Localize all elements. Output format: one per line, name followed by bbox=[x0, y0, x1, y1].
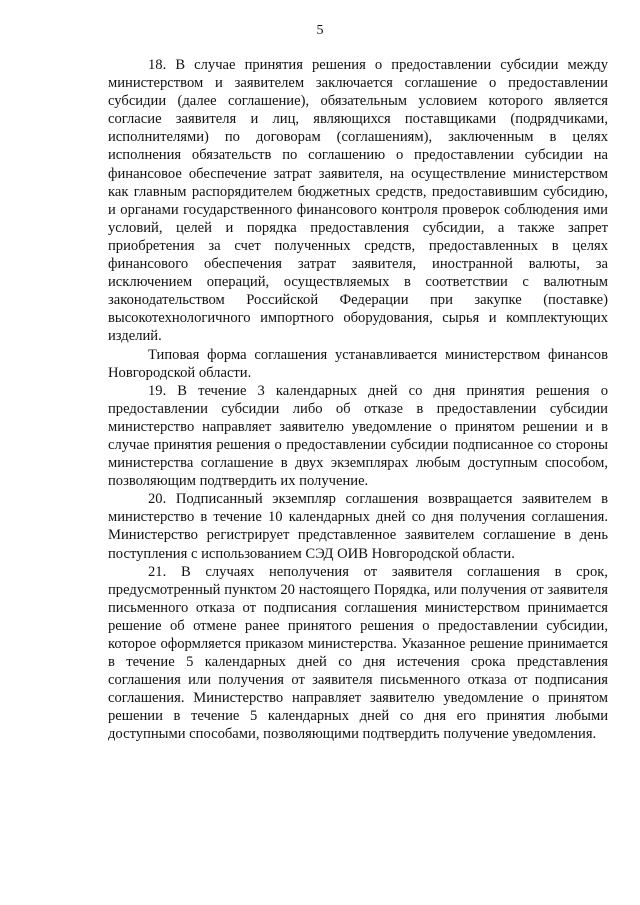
document-body bbox=[108, 56, 608, 744]
paragraph-template-form: Типовая форма соглашения устанавливается министерством финансов Новгородской области. bbox=[108, 346, 608, 381]
paragraph-20: 20. Подписанный экземпляр соглашения возвращается заявителем в министерство в течение 10 календарных дней со дня получения соглашения. Министерство регистрирует представленное заявителем соглашение в день поступления с использованием СЭД ОИВ Новгородской области. bbox=[108, 491, 608, 562]
paragraph-18: 18. В случае принятия решения о предоставлении субсидии между министерством и заявителем заключается соглашение о предоставлении субсидии (далее соглашение), обязательным условием которого является согласие заявителя и лиц, являющихся поставщиками (подрядчиками, исполнителями) по договорам (соглашениям), заключенным в целях исполнения обязательств по соглашению о предоставлении субсидии на финансовое обеспечение затрат заявителя, на осуществление министерством как главным распорядителем бюджетных средств, предоставившим субсидию, и органами государственного финансового контроля проверок соблюдения ими условий, целей и порядка предоставления субсидии, а также запрет приобретения за счет полученных средств, предоставленных в целях финансового обеспечения затрат заявителя, иностранной валюты, за исключением операций, осуществляемых в соответствии с валютным законодательством Российской Федерации при закупке (поставке) высокотехнологичного импортного оборудования, сырья и комплектующих изделий. bbox=[108, 57, 608, 345]
paragraph-19: 19. В течение 3 календарных дней со дня принятия решения о предоставлении субсидии либо об отказе в предоставлении субсидии министерство направляет заявителю уведомление о принятом решении и в случае принятия решения о предоставлении субсидии подписанное со стороны министерства соглашение в двух экземплярах любым доступным способом, позволяющим подтвердить их получение. bbox=[108, 382, 608, 490]
page-number: 5 bbox=[316, 23, 324, 38]
paragraph-21: 21. В случаях неполучения от заявителя соглашения в срок, предусмотренный пунктом 20 настоящего Порядка, или получения от заявителя письменного отказа от подписания соглашения министерством принимается решение об отмене ранее принятого решения о предоставлении субсидии, которое оформляется приказом министерства. Указанное решение принимается в течение 5 календарных дней со дня истечения срока представления соглашения или получения от заявителя письменного отказа от подписания соглашения. Министерство направляет заявителю уведомление о принятом решении в течение 5 календарных дней со дня его принятия любыми доступными способами, позволяющими подтвердить получение уведомления. bbox=[108, 563, 608, 743]
